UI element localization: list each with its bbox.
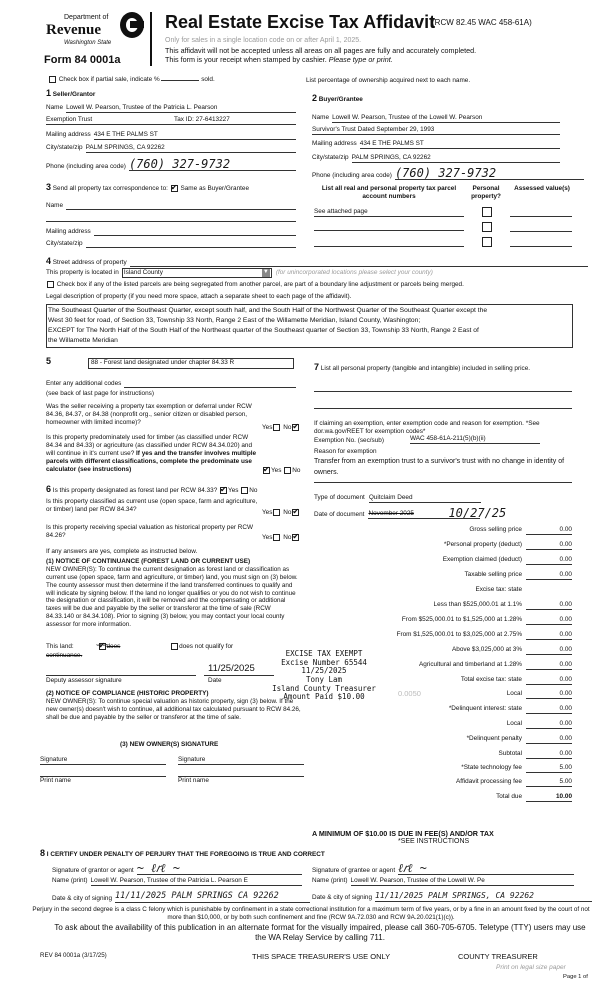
tax-row-label: Local xyxy=(506,720,522,727)
tax-row xyxy=(357,661,572,670)
seller-city-field[interactable]: PALM SPRINGS, CA 92262 xyxy=(86,144,296,153)
q3-no-checkbox[interactable] xyxy=(241,487,248,494)
seller-name-row2 xyxy=(46,116,296,125)
tax-row-value[interactable] xyxy=(526,586,572,594)
buyer-heading: 2 Buyer/Grantee xyxy=(312,93,363,103)
see-back-note: (see back of last page for instructions) xyxy=(46,390,154,397)
ownership-note: List percentage of ownership acquired next to each name. xyxy=(306,77,471,84)
tax-row-label: Gross selling price xyxy=(469,526,522,533)
assessor-date: 11/25/2025 xyxy=(208,663,255,674)
new-owner-sig-row xyxy=(40,756,304,765)
q-current-use: Is this property classified as current use (open space, farm and agriculture, or timber) land per RCW 84.34? xyxy=(46,498,258,513)
tax-row xyxy=(357,705,572,714)
q5-no-checkbox[interactable] xyxy=(292,534,299,541)
personal-property-line-1[interactable] xyxy=(314,391,572,392)
tax-row xyxy=(357,690,572,699)
s3-city-field[interactable] xyxy=(86,240,296,248)
new-owner-signature-1[interactable]: Signature xyxy=(40,756,166,765)
buyer-phone-row: Phone (including area code) (760) 327-9732 xyxy=(312,167,584,180)
tax-row xyxy=(357,616,572,625)
q-exemption-deferral: Was the seller receiving a property tax exemption or deferral under RCW 84.36, 84.37, or 84.38 (nonprofit org., senior citizen or disabled person, homeowner with limited income)? xyxy=(46,403,252,426)
buyer-address-field[interactable]: 434 E THE PALMS ST xyxy=(360,140,560,149)
deputy-signature-line[interactable] xyxy=(46,675,196,676)
does-not-checkbox[interactable] xyxy=(171,643,178,650)
tax-row-value[interactable]: 0.00 xyxy=(526,616,572,625)
doc-date-handwritten: 10/27/25 xyxy=(448,506,507,520)
notice-compliance-heading: (2) NOTICE OF COMPLIANCE (HISTORIC PROPERTY) xyxy=(46,690,209,697)
grantee-sig-row: Signature of grantee or agent ℓ𝑟ℓ ~ xyxy=(312,862,574,875)
q1-no-checkbox[interactable] xyxy=(292,424,299,431)
buyer-name-field[interactable]: Lowell W. Pearson, Trustee of the Lowell W. Pearson xyxy=(332,114,560,123)
street-address-row: 4 Street address of property xyxy=(46,256,588,267)
availability-notice: To ask about the availability of this publication in an alternate format for the visually impaired, please call 360-705-6705. Teletype (TTY) users may use the WA Relay Service by calling 711. xyxy=(54,923,586,942)
exemption-text: If claiming an exemption, enter exemption code and reason for exemption. *See dor.wa.gov/REET for exemption codes* xyxy=(314,420,540,435)
new-owner-print-1[interactable]: Print name xyxy=(40,776,166,785)
buyer-phone-field[interactable]: (760) 327-9732 xyxy=(395,167,584,180)
tax-row xyxy=(357,764,572,773)
county-select[interactable]: Island County ▼ xyxy=(122,268,272,278)
continuance-label: continuance. xyxy=(46,652,83,659)
street-address-field[interactable] xyxy=(130,259,588,267)
q3-yes-checkbox[interactable] xyxy=(220,487,227,494)
tax-row xyxy=(357,631,572,640)
s3-name-row: Name xyxy=(46,202,296,210)
new-owner-print-row xyxy=(40,776,304,785)
new-owner-print-2[interactable]: Print name xyxy=(178,776,304,785)
assessed-field-1[interactable] xyxy=(510,216,572,217)
s3-name-line2[interactable] xyxy=(46,221,296,222)
tax-row-value[interactable]: 0.00 xyxy=(526,720,572,729)
notice-continuance-heading: (1) NOTICE OF CONTINUANCE (FOREST LAND OR CURRENT USE) xyxy=(46,558,251,565)
q-forest-land: 6 Is this property designated as forest land per RCW 84.33? ✔ Yes No xyxy=(46,484,257,495)
q4-answers: Yes No✔ xyxy=(262,509,300,517)
tax-row xyxy=(357,646,572,655)
tax-row-label: Agricultural and timberland at 1.28% xyxy=(418,661,522,668)
deputy-date-label: Date xyxy=(208,677,222,684)
doc-date-field[interactable]: November 2025 xyxy=(368,510,480,519)
tax-row xyxy=(357,541,572,550)
page-title: Real Estate Excise Tax Affidavit xyxy=(165,12,436,32)
q2-yes-checkbox[interactable] xyxy=(263,467,270,474)
deputy-label: Deputy assessor signature xyxy=(46,677,122,684)
tax-row-value[interactable]: 0.00 xyxy=(526,661,572,670)
see-instructions: *SEE INSTRUCTIONS xyxy=(398,838,470,845)
q4-no-checkbox[interactable] xyxy=(292,509,299,516)
minimum-due: A MINIMUM OF $10.00 IS DUE IN FEE(S) AND/OR TAX xyxy=(312,829,494,838)
tax-row-label: Exemption claimed (deduct) xyxy=(442,556,522,563)
q2-no-checkbox[interactable] xyxy=(284,467,291,474)
tax-row-value[interactable]: 0.00 xyxy=(526,556,572,565)
tax-row-label: Above $3,025,000 at 3% xyxy=(452,646,522,653)
notice-compliance-text: NEW OWNER(S): To continue special valuation as historic property, sign (3) below. If the new owner(s) doesn't wish to continue, all additional tax calculated pursuant to RCW 84.26, shall be due and payable by the seller or transferor at the time of sale. xyxy=(46,698,301,721)
additional-codes-row: Enter any additional codes xyxy=(46,380,296,388)
tax-row-value[interactable]: 0.00 xyxy=(526,705,572,714)
tax-row xyxy=(357,676,572,685)
tax-row xyxy=(357,586,572,594)
seller-city-row: City/state/zip PALM SPRINGS, CA 92262 xyxy=(46,144,296,153)
grantee-date-city-field[interactable]: 11/11/2025 PALM SPRINGS, CA 92262 xyxy=(375,891,592,902)
additional-codes-field[interactable] xyxy=(124,380,296,388)
perjury-notice: Perjury in the second degree is a class C felony which is punishable by confinement in a state correctional institution for a maximum term of five years, or by a fine in an amount fixed by the court of not more than $10,000, or by both such confinement and fine (RCW 9A.72.030 and RCW 9A.20.021(1)(c)). xyxy=(32,906,590,921)
tax-row-label: Less than $525,000.01 at 1.1% xyxy=(433,601,522,608)
parcel-field-3[interactable] xyxy=(314,246,464,247)
grantor-name-row: Name (print) Lowell W. Pearson, Trustee of the Patricia L. Pearson E xyxy=(52,877,302,886)
print-legal-note: Print on legal size paper xyxy=(496,964,566,971)
local-rate: 0.0050 xyxy=(398,689,421,698)
rev-number: REV 84 0001a (3/17/25) xyxy=(40,952,107,959)
tax-row-value[interactable]: 0.00 xyxy=(526,676,572,685)
tax-row-value[interactable]: 0.00 xyxy=(526,646,572,655)
tax-row-value[interactable]: 0.00 xyxy=(526,526,572,535)
personal-property-line-2[interactable] xyxy=(314,408,572,409)
tax-row-label: Local xyxy=(506,690,522,697)
section5-num: 5 xyxy=(46,356,52,366)
grantee-date-row: Date & city of signing 11/11/2025 PALM SPRINGS, CA 92262 xyxy=(312,891,592,902)
chevron-down-icon: ▼ xyxy=(262,269,269,275)
grantee-name-row: Name (print) Lowell W. Pearson, Trustee of the Lowell W. Pe xyxy=(312,877,574,886)
deputy-date-line[interactable] xyxy=(204,675,274,676)
q1-yes-checkbox[interactable] xyxy=(273,424,280,431)
buyer-name-row: Name Lowell W. Pearson, Trustee of the Lowell W. Pearson xyxy=(312,114,560,123)
parcel-field-1[interactable]: See attached page xyxy=(314,208,464,217)
revenue-logo xyxy=(40,12,150,58)
partial-sale-row: Check box if partial sale, indicate % sold. xyxy=(48,76,215,84)
personal-heading: Personal property? xyxy=(471,185,501,200)
legal-label: Legal description of property (if you need more space, attach a separate sheet to each page of the affidavit). xyxy=(46,293,352,300)
tax-row-label: Total due xyxy=(496,793,522,800)
tax-row-value[interactable]: 0.00 xyxy=(526,571,572,580)
dept-line3: Washington State xyxy=(64,40,112,46)
treasurer-stamp: EXCISE TAX EXEMPT Excise Number 65544 11/25/2025 Tony Lam Island County Treasurer Amount Paid $10.00 xyxy=(272,649,376,702)
seller-heading: 1 Seller/Grantor xyxy=(46,88,96,98)
personal-checkbox-2[interactable] xyxy=(482,222,492,232)
s3-address-row: Mailing address xyxy=(46,228,296,236)
grantor-signature[interactable]: ~ ℓ𝑟ℓ ~ xyxy=(137,862,302,875)
tax-row-label: *Delinquent penalty xyxy=(466,735,522,742)
segregated-row: Check box if any of the listed parcels are being segregated from another parcel, are part of a boundary line adjustment or parcels being merged. xyxy=(46,281,464,289)
tax-row xyxy=(357,793,572,802)
q5-answers: Yes No✔ xyxy=(262,534,300,542)
grantee-signature[interactable]: ℓ𝑟ℓ ~ xyxy=(398,862,574,875)
assessed-field-2[interactable] xyxy=(510,231,572,232)
new-owner-signature-2[interactable]: Signature xyxy=(178,756,304,765)
tax-row-value[interactable]: 0.00 xyxy=(526,750,572,759)
this-land-row: This land: ✔ does does not qualify for xyxy=(46,643,233,651)
tax-row-label: Total excise tax: state xyxy=(460,676,522,683)
page-number: Page 1 of xyxy=(563,974,588,980)
s3-address-field[interactable] xyxy=(94,228,296,236)
tax-row-value[interactable]: 10.00 xyxy=(526,793,572,802)
county-row: This property is located in Island County ▼ (for unincorporated locations please select your county) xyxy=(46,269,433,276)
reason-label: Reason for exemption xyxy=(314,448,377,455)
q4-yes-checkbox[interactable] xyxy=(273,509,280,516)
assessor-signature: ∽∽ xyxy=(96,640,109,651)
section7-heading: 7 List all personal property (tangible and intangible) included in selling price. xyxy=(314,362,531,372)
s3-name-field[interactable] xyxy=(66,202,296,210)
buyer-name2-field[interactable]: Survivor's Trust Dated September 29, 1993 xyxy=(312,126,560,135)
legal-description-box[interactable] xyxy=(46,304,573,348)
reason-underline xyxy=(314,482,572,483)
tax-row-label: Excise tax: state xyxy=(475,586,522,593)
notice-line2: This form is your receipt when stamped by cashier. Please type or print. xyxy=(165,55,393,64)
tax-row xyxy=(357,571,572,580)
buyer-name-row2 xyxy=(312,126,560,135)
q2-answers: ✔ Yes No xyxy=(262,467,300,475)
personal-checkbox-1[interactable] xyxy=(482,207,492,217)
tax-row-value[interactable]: 5.00 xyxy=(526,764,572,773)
tax-row-value[interactable]: 5.00 xyxy=(526,778,572,787)
partial-sale-checkbox[interactable] xyxy=(49,76,56,83)
treasurer-use-only: THIS SPACE TREASURER'S USE ONLY xyxy=(252,952,391,961)
tax-row xyxy=(357,750,572,759)
q5-yes-checkbox[interactable] xyxy=(273,534,280,541)
notice-continuance-text: NEW OWNER(S): To continue the current designation as forest land or classification as current use (open space, farm and agriculture, or timber) land, you must sign on (3) below. The county assessor must then determine if the land transferred continues to qualify and will indicate by signing below. If the land no longer qualifies or you do not wish to continue the designation or classification, it will be removed and the compensating or additional taxes will be due and payable by the seller or transferor at the time of sale (RCW 84.33.140 or 84.34.108). Prior to signing (3) below, you may contact your local county assessor for more information. xyxy=(46,566,298,629)
grantee-name-field[interactable]: Lowell W. Pearson, Trustee of the Lowell W. Pe xyxy=(351,877,574,886)
doc-date-row: Date of document November 2025 10/27/25 xyxy=(314,506,507,520)
assessed-heading: Assessed value(s) xyxy=(514,185,570,192)
legal-line: West 30 feet for road, of Section 33, Township 33 North, Range 2 East of the Willamette Meridian, Island County, Washington; xyxy=(48,317,421,325)
tax-row xyxy=(357,778,572,787)
land-use-code-select[interactable]: 88 - Forest land designated under chapter 84.33 R xyxy=(88,358,294,369)
buyer-city-field[interactable]: PALM SPRINGS, CA 92262 xyxy=(352,154,560,163)
county-treasurer: COUNTY TREASURER xyxy=(458,952,538,961)
tax-row-label: *State technology fee xyxy=(461,764,522,771)
exemption-no-row: Exemption No. (sec/sub) xyxy=(314,437,384,444)
tax-row xyxy=(357,735,572,744)
rcw-reference: (RCW 82.45 WAC 458-61A) xyxy=(432,18,532,27)
certify-heading: 8 I CERTIFY UNDER PENALTY OF PERJURY THAT THE FOREGOING IS TRUE AND CORRECT xyxy=(40,848,325,858)
tax-row xyxy=(357,556,572,565)
tax-row xyxy=(357,720,572,729)
q-historical: Is this property receiving special valuation as historical property per RCW 84.26? xyxy=(46,524,254,539)
tax-row-value[interactable]: 0.00 xyxy=(526,690,572,699)
q1-answers: Yes No✔ xyxy=(262,424,300,432)
tax-row-label: Subtotal xyxy=(498,750,522,757)
doc-type-field[interactable]: Quitclaim Deed xyxy=(369,494,481,503)
header-divider xyxy=(150,12,152,66)
tax-row-label: *Delinquent interest: state xyxy=(448,705,522,712)
assessed-field-3[interactable] xyxy=(510,246,572,247)
section3-heading: 3 Send all property tax correspondence to: ✔ Same as Buyer/Grantee xyxy=(46,182,249,193)
seller-tax-id-field[interactable]: Tax ID: 27-6413227 xyxy=(156,116,296,125)
buyer-city-row: City/state/zip PALM SPRINGS, CA 92262 xyxy=(312,154,560,163)
same-as-buyer-checkbox[interactable] xyxy=(171,185,178,192)
grantor-date-city-field[interactable]: 11/11/2025 PALM SPRINGS CA 92262 xyxy=(115,891,310,903)
seller-name2-field[interactable]: Exemption Trust xyxy=(46,116,156,125)
tax-row-label: From $525,000.01 to $1,525,000 at 1.28% xyxy=(401,616,522,623)
only-for-note: Only for sales in a single location code on or after April 1, 2025. xyxy=(165,37,362,44)
tax-row-label: Affidavit processing fee xyxy=(456,778,522,785)
tax-row-value[interactable]: 0.00 xyxy=(526,601,572,610)
tax-row xyxy=(357,526,572,535)
seller-name-row: Name Lowell W. Pearson, Trustee of the Patricia L. Pearson xyxy=(46,104,296,113)
form-number: Form 84 0001a xyxy=(44,54,121,66)
seller-address-field[interactable]: 434 E THE PALMS ST xyxy=(94,131,296,140)
doc-type-row: Type of document Quitclaim Deed xyxy=(314,494,564,503)
reason-field[interactable]: Transfer from an exemption trust to a survivor's trust with no change in identity of owners. xyxy=(314,458,565,476)
notice-line1: This affidavit will not be accepted unless all areas on all pages are fully and accurately completed. xyxy=(165,46,477,55)
tax-row-label: Taxable selling price xyxy=(464,571,522,578)
s3-city-row: City/state/zip xyxy=(46,240,296,248)
grantor-date-row: Date & city of signing 11/11/2025 PALM SPRINGS CA 92262 xyxy=(52,891,310,903)
parcel-heading: List all real and personal property tax parcel account numbers xyxy=(321,185,457,200)
grantor-name-field[interactable]: Lowell W. Pearson, Trustee of the Patricia L. Pearson E xyxy=(91,877,302,886)
dept-line1: Department of xyxy=(64,14,109,21)
personal-checkbox-3[interactable] xyxy=(482,237,492,247)
seller-phone-row: Phone (including area code) (760) 327-9732 xyxy=(46,158,296,171)
legal-line: The Southeast Quarter of the Southeast Quarter, except south half, and the South Half of the Northwest Quarter of the Southeast Quarter except the xyxy=(48,307,488,314)
parcel-field-2[interactable] xyxy=(314,230,464,231)
tax-row-value[interactable]: 0.00 xyxy=(526,631,572,640)
tax-row-label: *Personal property (deduct) xyxy=(443,541,522,548)
if-yes-note: If any answers are yes, complete as instructed below. xyxy=(46,548,198,555)
tax-row-value[interactable]: 0.00 xyxy=(526,541,572,550)
wa-logo-icon xyxy=(120,12,144,38)
seller-phone-field[interactable]: (760) 327-9732 xyxy=(129,158,296,171)
new-owner-sig-heading: (3) NEW OWNER(S) SIGNATURE xyxy=(120,741,219,748)
tax-row xyxy=(357,601,572,610)
buyer-address-row: Mailing address 434 E THE PALMS ST xyxy=(312,140,560,149)
tax-row-label: From $1,525,000.01 to $3,025,000 at 2.75% xyxy=(396,631,522,638)
segregated-checkbox[interactable] xyxy=(47,281,54,288)
legal-line: EXCEPT for The North Half of the South Half of the Northeast quarter of the Southeast quarter of Section 33, Township 33 North, Range 2 East of xyxy=(48,327,479,335)
exemption-no-field[interactable]: WAC 458-61A-211(5)(b)(ii) xyxy=(410,435,540,444)
seller-address-row: Mailing address 434 E THE PALMS ST xyxy=(46,131,296,140)
seller-name-field[interactable]: Lowell W. Pearson, Trustee of the Patricia L. Pearson xyxy=(66,104,296,113)
grantor-sig-row: Signature of grantor or agent ~ ℓ𝑟ℓ ~ xyxy=(52,862,302,875)
tax-row-value[interactable]: 0.00 xyxy=(526,735,572,744)
dept-line2: Revenue xyxy=(46,22,101,38)
legal-line: the Willamette Meridian xyxy=(48,337,118,345)
q-timber-agriculture: Is this property predominately used for timber (as classified under RCW 84.34 and 84.33) or agriculture (as classified under RCW 84.34.020) and will continue in it's current use? If yes and the transfer involves multiple parcels with different classifications, complete the predominate use calculator (see instructions) xyxy=(46,434,257,473)
